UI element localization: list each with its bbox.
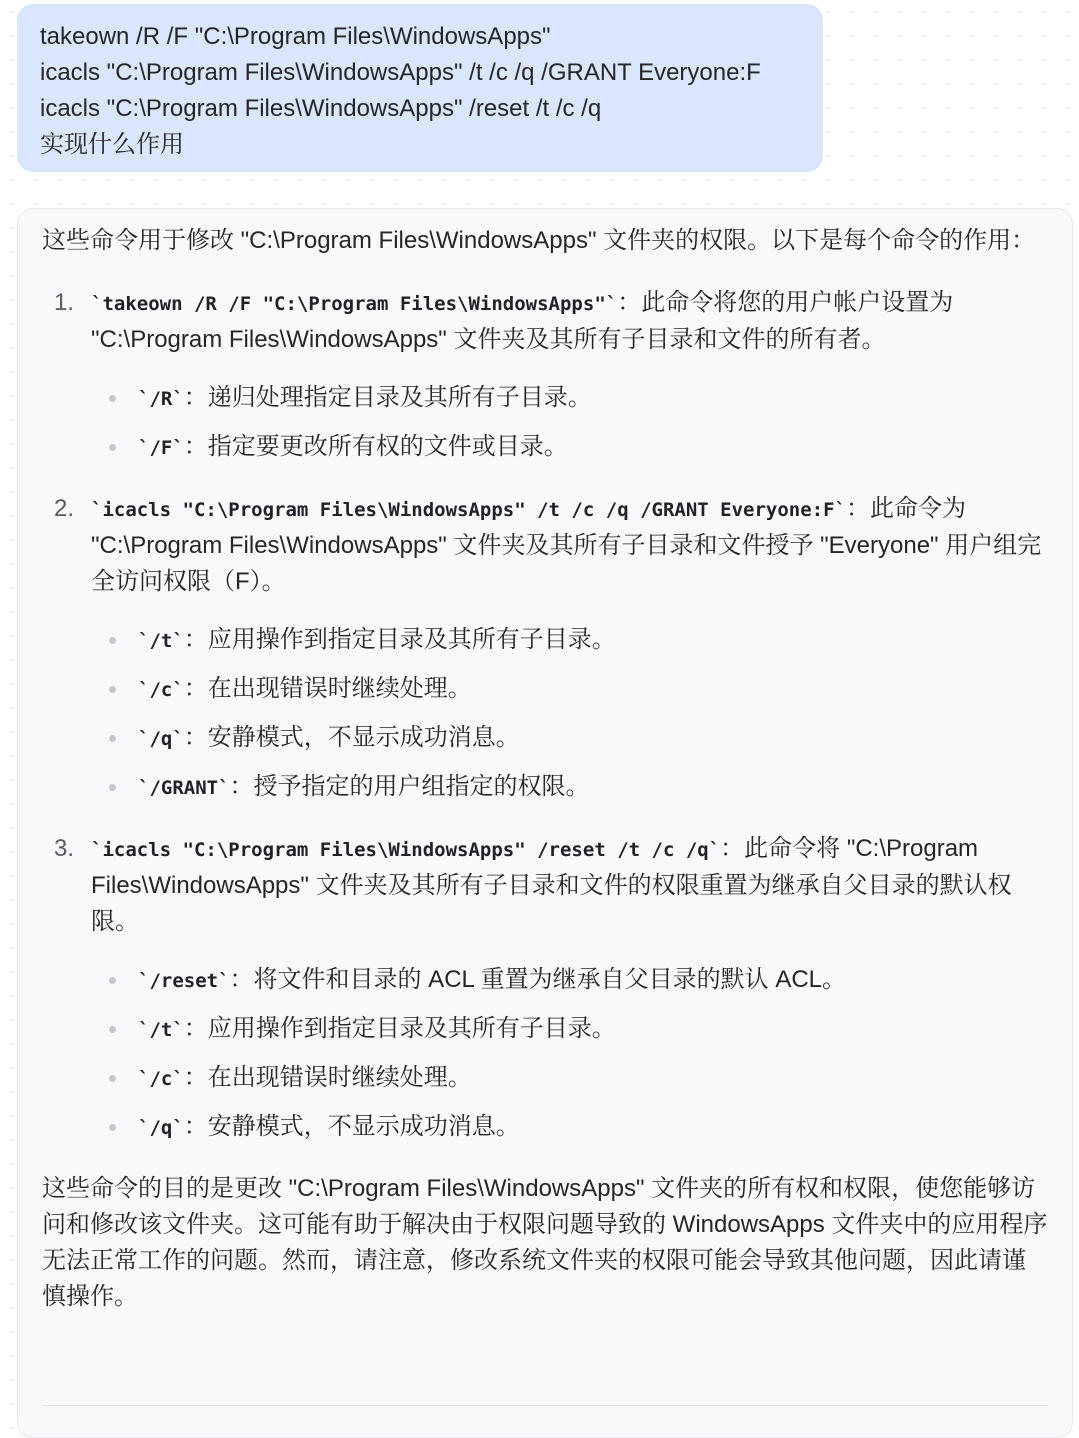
bullet-dot bbox=[109, 1124, 116, 1131]
option-text: ：授予指定的用户组指定的权限。 bbox=[229, 773, 590, 800]
inline-code: `/t` bbox=[138, 630, 184, 652]
step-description bbox=[91, 491, 1048, 600]
option-list bbox=[91, 380, 1048, 465]
option-item bbox=[91, 1109, 1048, 1145]
bullet-dot bbox=[109, 686, 116, 693]
footer-divider bbox=[42, 1405, 1048, 1406]
inline-code: `/t` bbox=[138, 1019, 184, 1041]
option-item bbox=[91, 622, 1048, 658]
bullet-dot bbox=[109, 1026, 116, 1033]
user-message-line: takeown /R /F "C:\Program Files\WindowsApps" bbox=[40, 23, 551, 50]
step-text: ：此命令将您的用户帐户设置为 "C:\Program Files\WindowsApps" 文件夹及其所有子目录和文件的所有者。 bbox=[91, 289, 954, 353]
bullet-dot bbox=[109, 395, 116, 402]
user-message-line: icacls "C:\Program Files\WindowsApps" /t /c /q /GRANT Everyone:F bbox=[40, 59, 761, 86]
inline-code: `/F` bbox=[138, 437, 184, 459]
command-step-icacls-grant bbox=[42, 491, 1048, 805]
step-description bbox=[91, 285, 1048, 358]
inline-code: `icacls "C:\Program Files\WindowsApps" /t /c /q /GRANT Everyone:F` bbox=[91, 499, 846, 521]
inline-code: `/c` bbox=[138, 679, 184, 701]
command-step-takeown bbox=[42, 285, 1048, 465]
bullet-dot bbox=[109, 735, 116, 742]
option-text: ：递归处理指定目录及其所有子目录。 bbox=[183, 384, 592, 411]
inline-code: `/reset` bbox=[138, 970, 230, 992]
option-item bbox=[91, 720, 1048, 756]
option-text: ：指定要更改所有权的文件或目录。 bbox=[183, 433, 568, 460]
assistant-reply-card bbox=[17, 208, 1073, 1438]
user-message-line: 实现什么作用 bbox=[40, 131, 184, 158]
command-step-icacls-reset bbox=[42, 831, 1048, 1145]
bullet-dot bbox=[109, 1075, 116, 1082]
step-text: ：此命令将 "C:\Program Files\WindowsApps" 文件夹及其所有子目录和文件的权限重置为继承自父目录的默认权限。 bbox=[91, 835, 1012, 935]
user-message-bubble bbox=[17, 4, 823, 172]
reply-conclusion: 这些命令的目的是更改 "C:\Program Files\WindowsApps" 文件夹的所有权和权限，使您能够访问和修改该文件夹。这可能有助于解决由于权限问题导致的 WindowsApps 文件夹中的应用程序无法正常工作的问题。然而，请注意，修改系统文件夹的权限可能会导致其他问题，因此请谨慎操作。 bbox=[42, 1175, 1048, 1310]
inline-code: `/q` bbox=[138, 1117, 184, 1139]
option-item bbox=[91, 962, 1048, 998]
step-text: ：此命令为 "C:\Program Files\WindowsApps" 文件夹及其所有子目录和文件授予 "Everyone" 用户组完全访问权限（F）。 bbox=[91, 495, 1042, 595]
step-number: 1. bbox=[54, 289, 75, 316]
option-text: ：应用操作到指定目录及其所有子目录。 bbox=[183, 1015, 616, 1042]
option-item bbox=[91, 380, 1048, 416]
option-list bbox=[91, 962, 1048, 1145]
option-item bbox=[91, 671, 1048, 707]
inline-code: `takeown /R /F "C:\Program Files\WindowsApps"` bbox=[91, 293, 618, 315]
option-text: ：安静模式，不显示成功消息。 bbox=[183, 1113, 520, 1140]
inline-code: `/R` bbox=[138, 388, 184, 410]
option-text: ：在出现错误时继续处理。 bbox=[183, 1064, 472, 1091]
inline-code: `/c` bbox=[138, 1068, 184, 1090]
option-text: ：应用操作到指定目录及其所有子目录。 bbox=[183, 626, 616, 653]
bullet-dot bbox=[109, 444, 116, 451]
option-item bbox=[91, 1060, 1048, 1096]
option-list bbox=[91, 622, 1048, 805]
step-number: 3. bbox=[54, 835, 75, 862]
option-text: ：安静模式，不显示成功消息。 bbox=[183, 724, 520, 751]
inline-code: `icacls "C:\Program Files\WindowsApps" /reset /t /c /q` bbox=[91, 839, 721, 861]
option-item bbox=[91, 429, 1048, 465]
bullet-dot bbox=[109, 637, 116, 644]
inline-code: `/q` bbox=[138, 728, 184, 750]
option-text: ：在出现错误时继续处理。 bbox=[183, 675, 472, 702]
reply-intro: 这些命令用于修改 "C:\Program Files\WindowsApps" 文件夹的权限。以下是每个命令的作用： bbox=[42, 227, 1036, 254]
bullet-dot bbox=[109, 977, 116, 984]
step-number: 2. bbox=[54, 495, 75, 522]
step-description bbox=[91, 831, 1048, 940]
option-item bbox=[91, 769, 1048, 805]
command-list bbox=[42, 285, 1048, 1145]
option-text: ：将文件和目录的 ACL 重置为继承自父目录的默认 ACL。 bbox=[229, 966, 847, 993]
user-message-line: icacls "C:\Program Files\WindowsApps" /reset /t /c /q bbox=[40, 95, 602, 122]
inline-code: `/GRANT` bbox=[138, 777, 230, 799]
option-item bbox=[91, 1011, 1048, 1047]
bullet-dot bbox=[109, 784, 116, 791]
